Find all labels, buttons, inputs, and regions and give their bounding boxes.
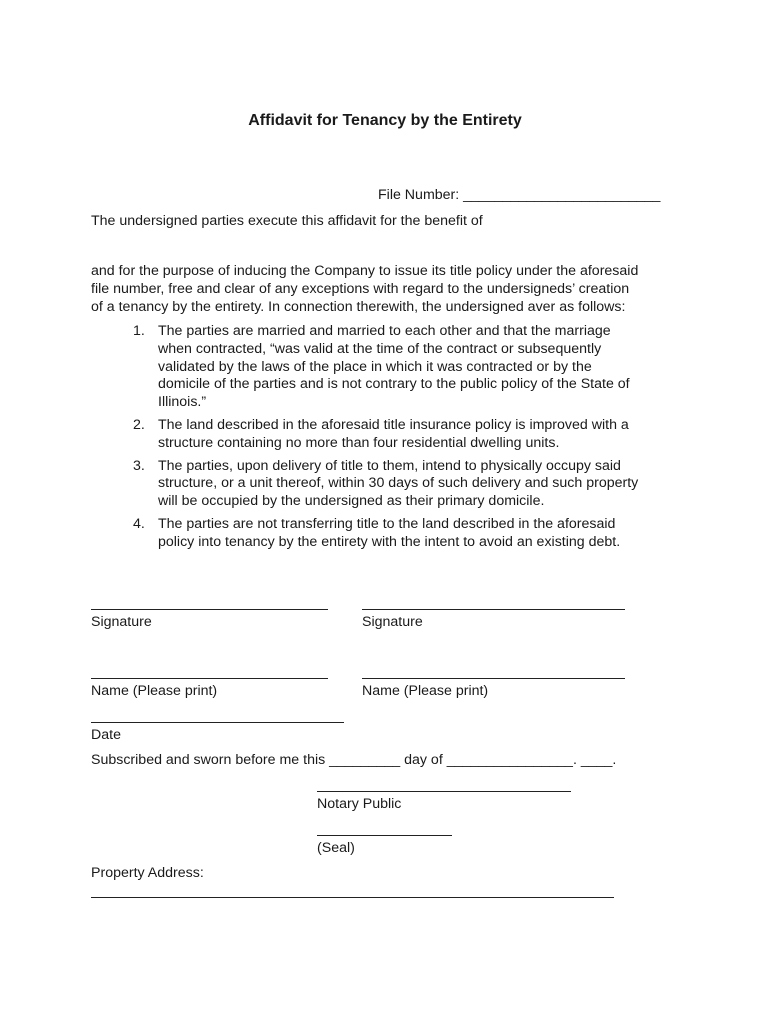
paragraph-line: file number, free and clear of any exceptions with regard to the undersigneds’ creation [91, 280, 630, 297]
item-number: 2. [133, 416, 145, 433]
seal-line [317, 835, 452, 836]
item-number: 1. [133, 323, 145, 339]
item-line: validated by the laws of the place in which it was contracted or by the [158, 358, 592, 375]
purpose-paragraph [91, 263, 691, 316]
signature-label-2: Signature [362, 614, 423, 630]
sworn-statement: Subscribed and sworn before me this _________ day of ________________. ____. [91, 752, 617, 768]
name-label-2: Name (Please print) [362, 683, 489, 699]
paragraph-line: and for the purpose of inducing the Company to issue its title policy under the aforesaid [91, 263, 639, 279]
averment-list [133, 323, 693, 557]
name-label-1: Name (Please print) [91, 683, 218, 699]
item-line: policy into tenancy by the entirety with the intent to avoid an existing debt. [158, 533, 621, 550]
name-line-1[interactable] [91, 678, 328, 679]
paragraph-line: of a tenancy by the entirety. In connection therewith, the undersigned aver as follows: [91, 298, 626, 315]
item-number: 4. [133, 515, 145, 532]
item-line: The parties are married and married to each other and that the marriage [158, 323, 611, 339]
item-line: The parties, upon delivery of title to them, intend to physically occupy said [158, 457, 621, 474]
item-line: The land described in the aforesaid title insurance policy is improved with a [158, 416, 629, 433]
item-line: will be occupied by the undersigned as their primary domicile. [158, 493, 545, 510]
signature-line-1[interactable] [91, 609, 328, 610]
document-title: Affidavit for Tenancy by the Entirety [248, 112, 522, 129]
name-line-2[interactable] [362, 678, 625, 679]
item-line: The parties are not transferring title to the land described in the aforesaid [158, 515, 616, 532]
list-item [133, 323, 693, 412]
notary-label: Notary Public [317, 796, 402, 812]
list-item [133, 458, 693, 511]
signature-label-1: Signature [91, 614, 152, 630]
property-address-line[interactable] [91, 897, 614, 898]
notary-signature-line[interactable] [317, 791, 571, 792]
list-item [133, 417, 693, 453]
item-line: when contracted, “was valid at the time of the contract or subsequently [158, 340, 602, 357]
item-number: 3. [133, 457, 145, 474]
seal-label: (Seal) [317, 840, 355, 856]
list-item [133, 516, 693, 552]
item-line: structure, or a unit thereof, within 30 days of such delivery and such property [158, 475, 639, 492]
date-line[interactable] [91, 722, 344, 723]
item-line: structure containing no more than four residential dwelling units. [158, 434, 560, 451]
item-line: Illinois.” [158, 394, 207, 411]
property-address-label: Property Address: [91, 865, 204, 881]
file-number-field: File Number: _________________________ [378, 187, 661, 203]
date-label: Date [91, 727, 121, 743]
intro-line: The undersigned parties execute this affidavit for the benefit of [91, 213, 483, 229]
signature-line-2[interactable] [362, 609, 625, 610]
item-line: domicile of the parties and is not contrary to the public policy of the State of [158, 376, 630, 393]
